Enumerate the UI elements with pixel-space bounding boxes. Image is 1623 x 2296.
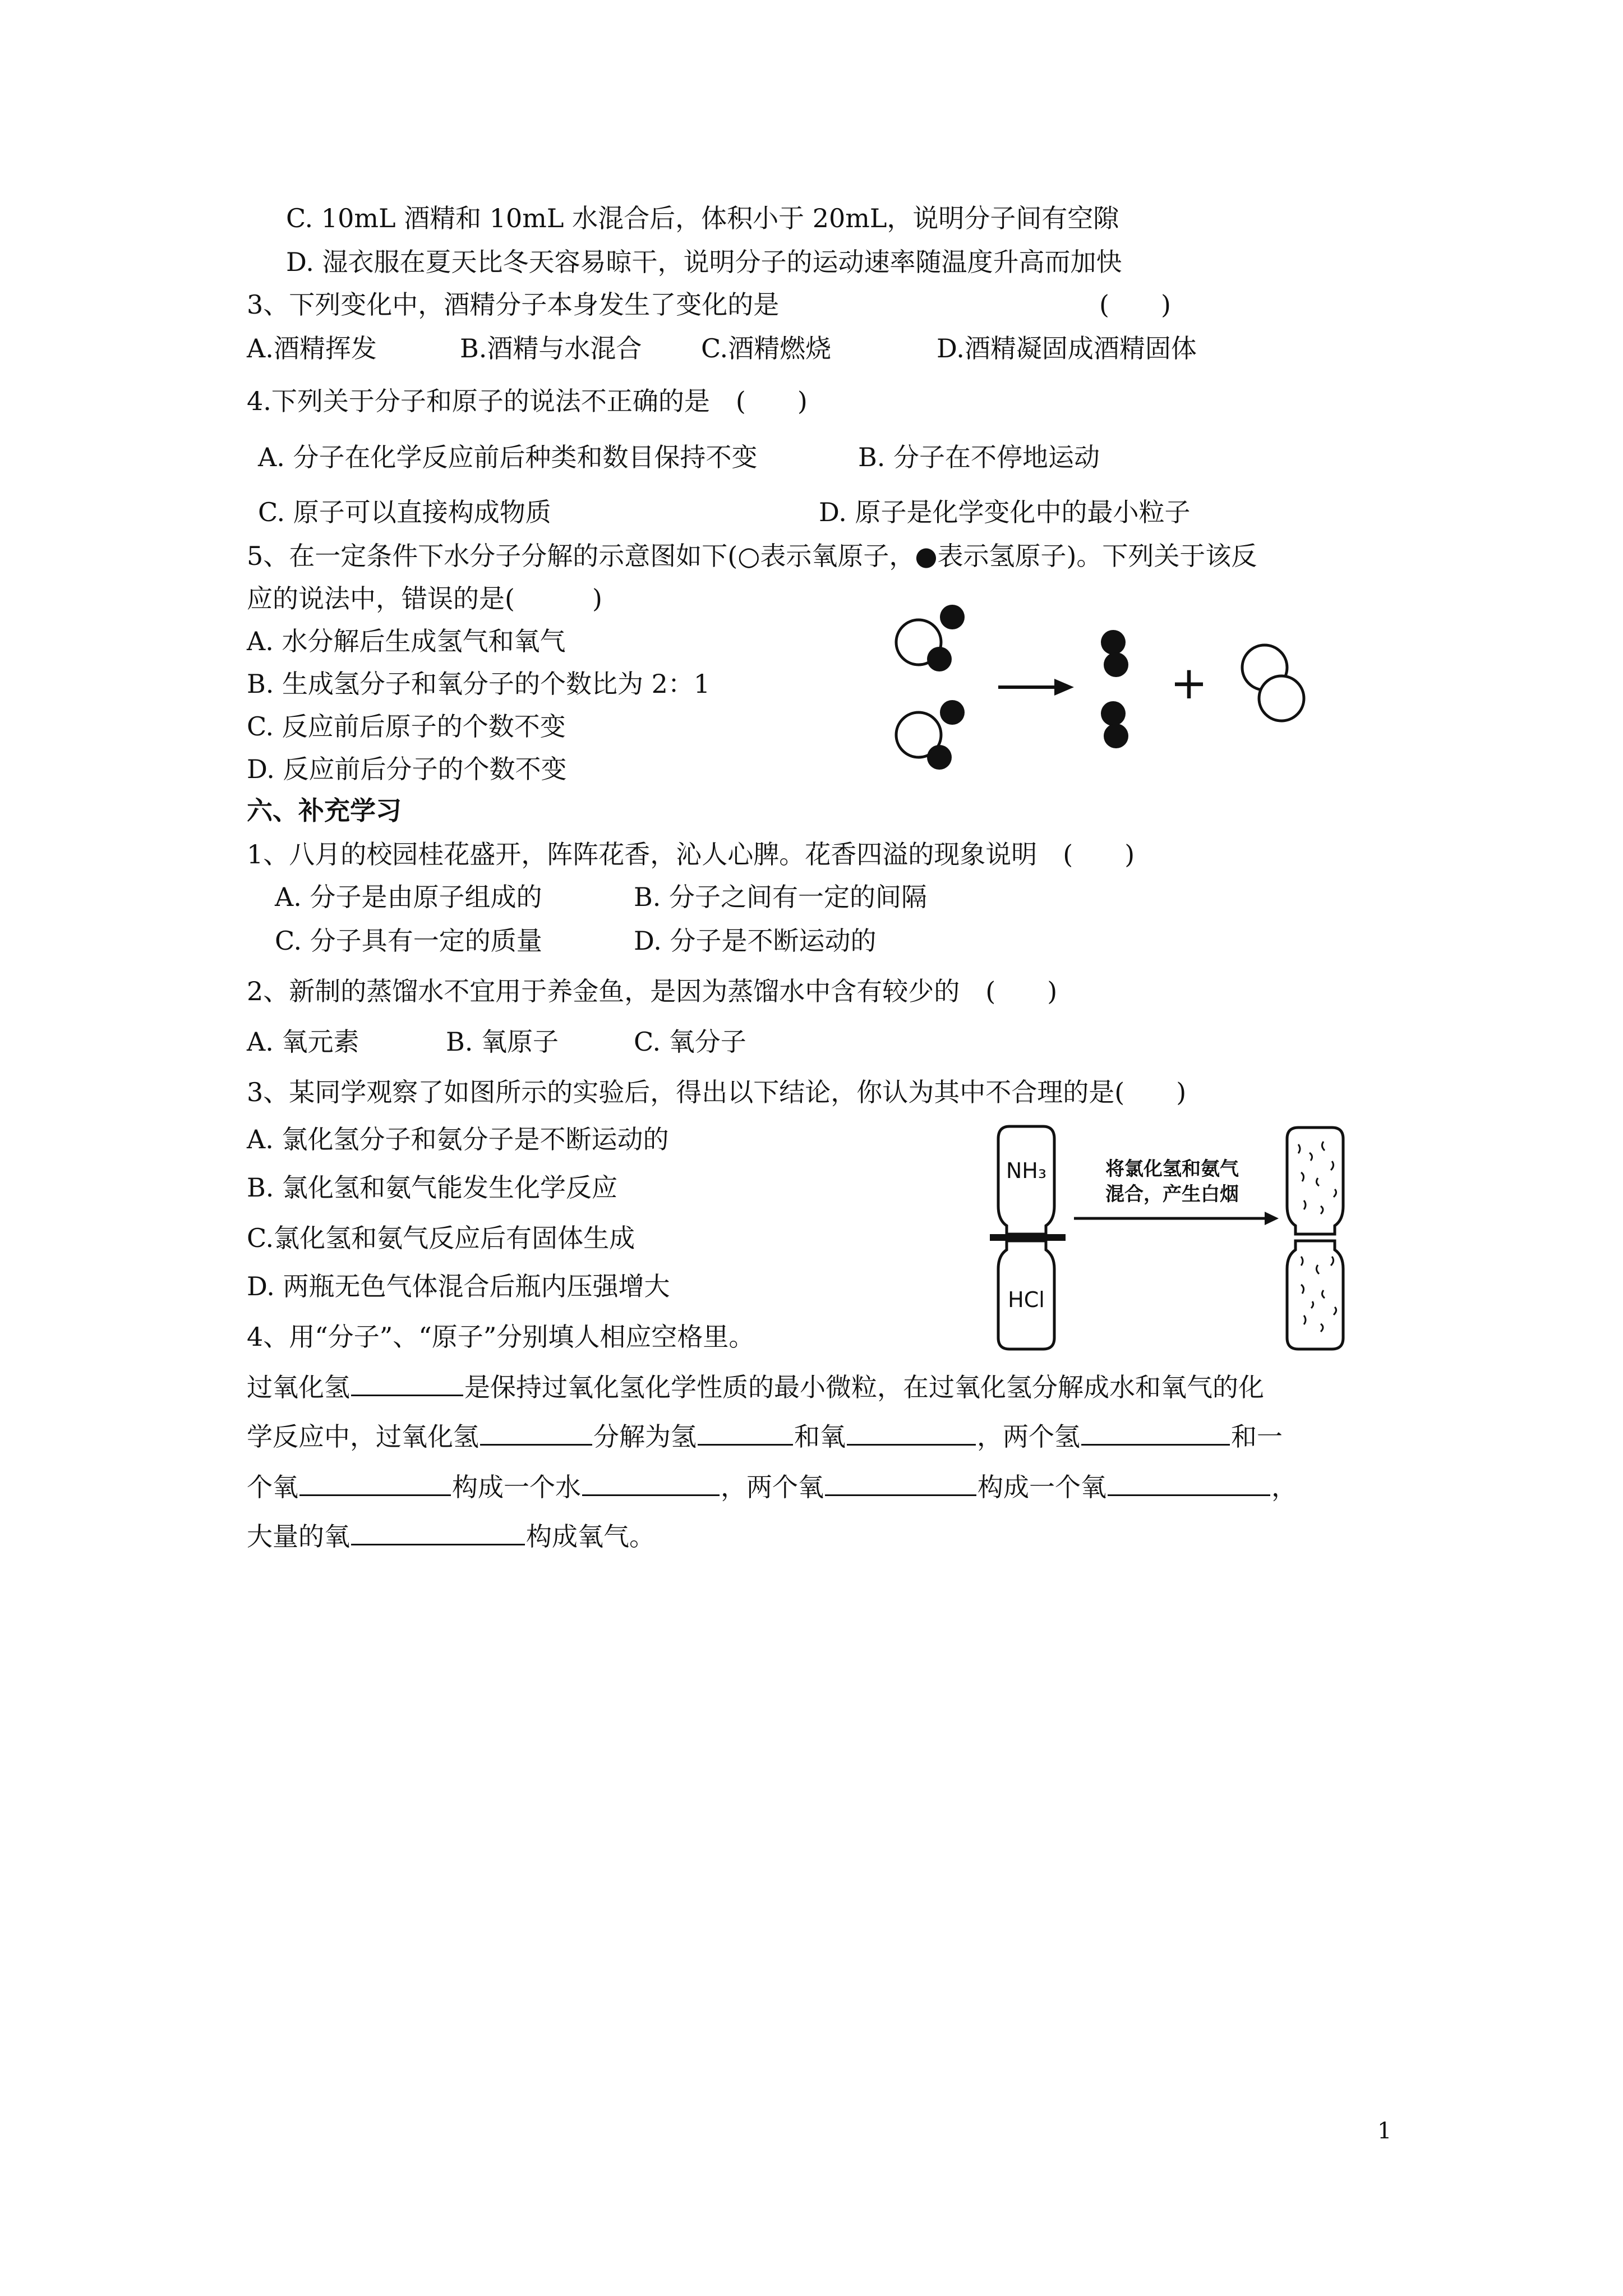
fill-blank-7[interactable] bbox=[582, 1470, 720, 1496]
q3-option-b: B.酒精与水混合 bbox=[460, 333, 642, 364]
section-title: 六、补充学习 bbox=[247, 795, 402, 826]
s1-option-c: C. 分子具有一定的质量 bbox=[275, 926, 542, 956]
s1-option-b: B. 分子之间有一定的间隔 bbox=[634, 882, 928, 912]
fill-text: 和氧 bbox=[794, 1421, 846, 1452]
right-bottles bbox=[1287, 1128, 1343, 1349]
q3-option-a: A.酒精挥发 bbox=[247, 333, 377, 364]
fill-blank-8[interactable] bbox=[825, 1470, 976, 1496]
white-smoke-marks bbox=[1298, 1142, 1336, 1332]
fill-blank-10[interactable] bbox=[351, 1519, 525, 1545]
s2-stem: 2、新制的蒸馏水不宜用于养金鱼，是因为蒸馏水中含有较少的 ( ) bbox=[247, 976, 1058, 1006]
fill-blank-5[interactable] bbox=[1081, 1419, 1230, 1446]
plus-sign: + bbox=[1170, 657, 1208, 709]
q4-option-d: D. 原子是化学变化中的最小粒子 bbox=[819, 497, 1191, 527]
hydrogen-atom bbox=[940, 605, 965, 629]
fill-text: 过氧化氢 bbox=[247, 1372, 350, 1402]
page-number: 1 bbox=[1377, 2118, 1392, 2144]
s4-line2 bbox=[247, 1419, 1283, 1454]
s2-option-c: C. 氧分子 bbox=[634, 1027, 746, 1057]
glass-plate bbox=[990, 1234, 1066, 1241]
hydrogen-molecule-1 bbox=[1101, 630, 1128, 677]
s4-line3 bbox=[247, 1470, 1297, 1504]
q4-option-b: B. 分子在不停地运动 bbox=[858, 442, 1100, 472]
fill-text: ， bbox=[1271, 1472, 1297, 1502]
q3-option-d: D.酒精凝固成酒精固体 bbox=[937, 333, 1197, 364]
fill-text: 构成一个氧 bbox=[978, 1472, 1106, 1502]
hydrogen-atom bbox=[927, 647, 952, 671]
fill-text: 构成氧气。 bbox=[526, 1521, 655, 1552]
q5-stem-line1: 5、在一定条件下水分子分解的示意图如下(○表示氧原子，●表示氢原子)。下列关于该反 bbox=[247, 541, 1257, 571]
q2-option-d: D. 湿衣服在夏天比冬天容易晾干，说明分子的运动速率随温度升高而加快 bbox=[286, 247, 1122, 277]
s4-line1 bbox=[247, 1370, 1264, 1405]
s3-option-d: D. 两瓶无色气体混合后瓶内压强增大 bbox=[247, 1271, 670, 1301]
q4-option-a: A. 分子在化学反应前后种类和数目保持不变 bbox=[258, 442, 758, 472]
q5-option-b: B. 生成氢分子和氧分子的个数比为 2：1 bbox=[247, 669, 711, 699]
q5-option-a: A. 水分解后生成氢气和氧气 bbox=[247, 626, 566, 656]
water-decomposition-diagram bbox=[886, 595, 1324, 785]
q3-stem: 3、下列变化中，酒精分子本身发生了变化的是 bbox=[247, 289, 780, 320]
fill-blank-1[interactable] bbox=[351, 1370, 463, 1396]
reaction-arrow bbox=[998, 679, 1074, 696]
water-molecule-2 bbox=[896, 700, 965, 770]
s2-option-b: B. 氧原子 bbox=[446, 1027, 559, 1057]
s2-option-a: A. 氧元素 bbox=[247, 1027, 359, 1057]
q5-option-c: C. 反应前后原子的个数不变 bbox=[247, 711, 566, 742]
fill-blank-4[interactable] bbox=[847, 1419, 976, 1446]
fill-blank-9[interactable] bbox=[1108, 1470, 1270, 1496]
hcl-label: HCl bbox=[1008, 1287, 1045, 1312]
fill-text: 是保持过氧化氢化学性质的最小微粒，在过氧化氢分解成水和氧气的化 bbox=[464, 1372, 1264, 1402]
q4-option-c: C. 原子可以直接构成物质 bbox=[258, 497, 551, 527]
s3-stem: 3、某同学观察了如图所示的实验后，得出以下结论，你认为其中不合理的是( ) bbox=[247, 1077, 1187, 1107]
fill-blank-2[interactable] bbox=[480, 1419, 592, 1446]
s1-option-d: D. 分子是不断运动的 bbox=[634, 926, 877, 956]
s3-option-b: B. 氯化氢和氨气能发生化学反应 bbox=[247, 1172, 618, 1203]
q3-option-c: C.酒精燃烧 bbox=[701, 333, 832, 364]
hydrogen-molecule-2 bbox=[1101, 701, 1128, 748]
s4-line4 bbox=[247, 1519, 655, 1554]
experiment-arrow bbox=[1074, 1212, 1279, 1225]
fill-text: 学反应中，过氧化氢 bbox=[247, 1421, 479, 1452]
s1-stem: 1、八月的校园桂花盛开，阵阵花香，沁人心脾。花香四溢的现象说明 ( ) bbox=[247, 839, 1135, 869]
nh3-hcl-experiment-figure bbox=[987, 1122, 1357, 1358]
s3-option-c: C.氯化氢和氨气反应后有固体生成 bbox=[247, 1223, 635, 1253]
fill-text: 大量的氧 bbox=[247, 1521, 350, 1552]
hydrogen-atom bbox=[927, 745, 952, 770]
fill-text: ，两个氧 bbox=[721, 1472, 824, 1502]
s4-stem: 4、用“分子”、“原子”分别填人相应空格里。 bbox=[247, 1322, 755, 1352]
q2-option-c: C. 10mL 酒精和 10mL 水混合后，体积小于 20mL，说明分子间有空隙 bbox=[286, 203, 1119, 233]
fill-text: 构成一个水 bbox=[452, 1472, 581, 1502]
s3-option-a: A. 氯化氢分子和氨分子是不断运动的 bbox=[247, 1124, 669, 1154]
fill-blank-3[interactable] bbox=[698, 1419, 793, 1446]
hydrogen-atom bbox=[940, 700, 965, 725]
q5-option-d: D. 反应前后分子的个数不变 bbox=[247, 754, 567, 784]
q4-stem: 4.下列关于分子和原子的说法不正确的是 ( ) bbox=[247, 386, 808, 416]
q5-stem-line2: 应的说法中，错误的是( ) bbox=[247, 583, 602, 614]
nh3-label: NH₃ bbox=[1006, 1158, 1047, 1183]
s1-option-a: A. 分子是由原子组成的 bbox=[275, 882, 542, 912]
arrow-caption-line1: 将氯化氢和氨气 bbox=[1105, 1158, 1239, 1180]
fill-text: ，两个氢 bbox=[977, 1421, 1080, 1452]
fill-text: 和一 bbox=[1231, 1421, 1283, 1452]
fill-text: 分解为氢 bbox=[593, 1421, 697, 1452]
arrow-caption-line2: 混合，产生白烟 bbox=[1105, 1183, 1239, 1205]
fill-text: 个氧 bbox=[247, 1472, 298, 1502]
water-molecule-1 bbox=[896, 605, 965, 671]
oxygen-molecule bbox=[1242, 645, 1304, 721]
fill-blank-6[interactable] bbox=[299, 1470, 451, 1496]
q3-paren: ( ) bbox=[1099, 289, 1171, 320]
